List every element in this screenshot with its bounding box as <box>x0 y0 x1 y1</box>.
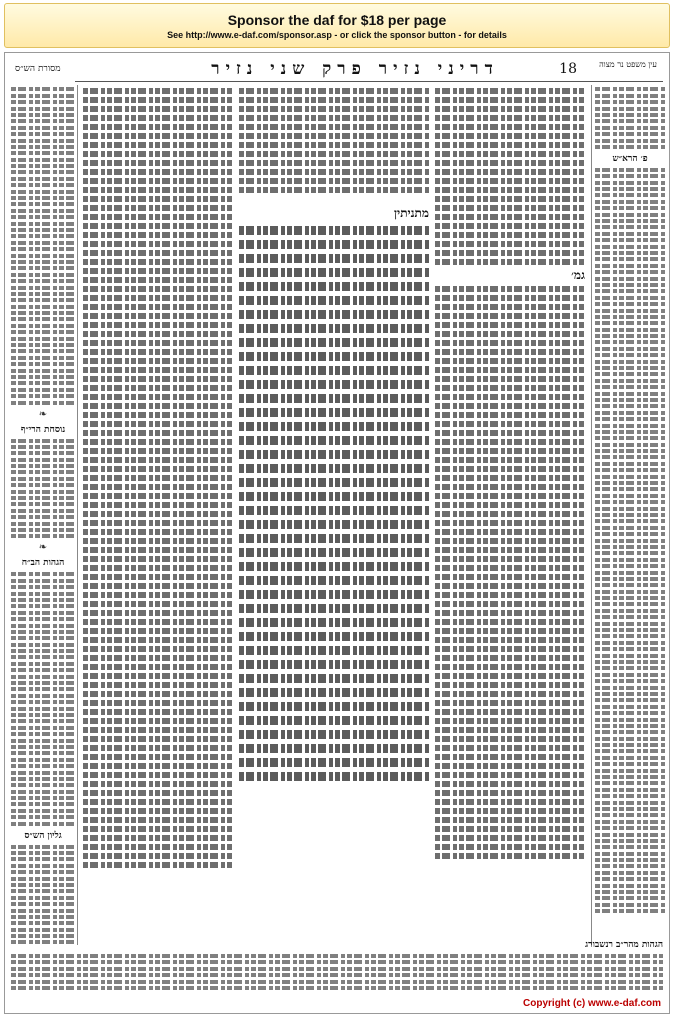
footer-notes <box>11 935 663 983</box>
tosafot-text <box>83 88 233 868</box>
column-divider <box>77 85 78 945</box>
right-margin-column <box>595 85 665 945</box>
hagahot-heading: הגהות הב״ח <box>21 558 65 569</box>
hagahot-text <box>11 572 75 825</box>
gemara-main-text <box>239 203 429 783</box>
nuschaot-text <box>11 439 75 539</box>
page-title: דריני נזיר פרק שני נזיר <box>211 59 499 79</box>
page-header <box>5 57 669 81</box>
gilyon-text <box>11 845 75 945</box>
page-number: 18 <box>559 61 577 77</box>
header-rule <box>75 81 663 82</box>
masoret-hashas-label: מסורת הש״ס <box>15 64 61 74</box>
ein-mishpat-label: עין משפט נר מצוה <box>599 60 657 69</box>
rashi-text <box>435 88 585 265</box>
left-margin-column <box>11 85 75 945</box>
daf-page <box>4 52 670 1014</box>
tosafot-column <box>83 85 233 945</box>
masoret-hashas-text <box>11 87 75 404</box>
ein-mishpat-text <box>595 87 665 149</box>
sponsor-banner[interactable] <box>4 3 670 48</box>
column-divider <box>591 85 592 945</box>
ornament-divider: ❧ <box>38 408 48 420</box>
rashi-text-2 <box>435 286 585 859</box>
mishna-marker: מתניתין <box>393 206 429 220</box>
footer-notes-text <box>11 954 663 990</box>
sponsor-title: Sponsor the daf for $18 per page <box>227 12 447 28</box>
rashi-column <box>435 85 585 945</box>
ornament-divider: ❧ <box>38 542 48 554</box>
gilyon-heading: גליון הש״ס <box>24 830 62 841</box>
gemara-marker: גמ׳ <box>571 268 585 282</box>
copyright-notice[interactable]: Copyright (c) www.e-daf.com <box>523 998 661 1009</box>
rosh-heading: פ׳ הרא״ש <box>612 153 648 164</box>
sponsor-subtitle[interactable]: See http://www.e-daf.com/sponsor.asp - or click the sponsor button - for details <box>167 30 507 40</box>
footer-notes-heading: הגהות מהר״ב רנשבורג <box>585 940 663 950</box>
rosh-text <box>595 168 665 913</box>
nuschaot-heading: נוסחת הרי״ף <box>20 424 66 435</box>
rashi-top-band <box>239 85 429 200</box>
